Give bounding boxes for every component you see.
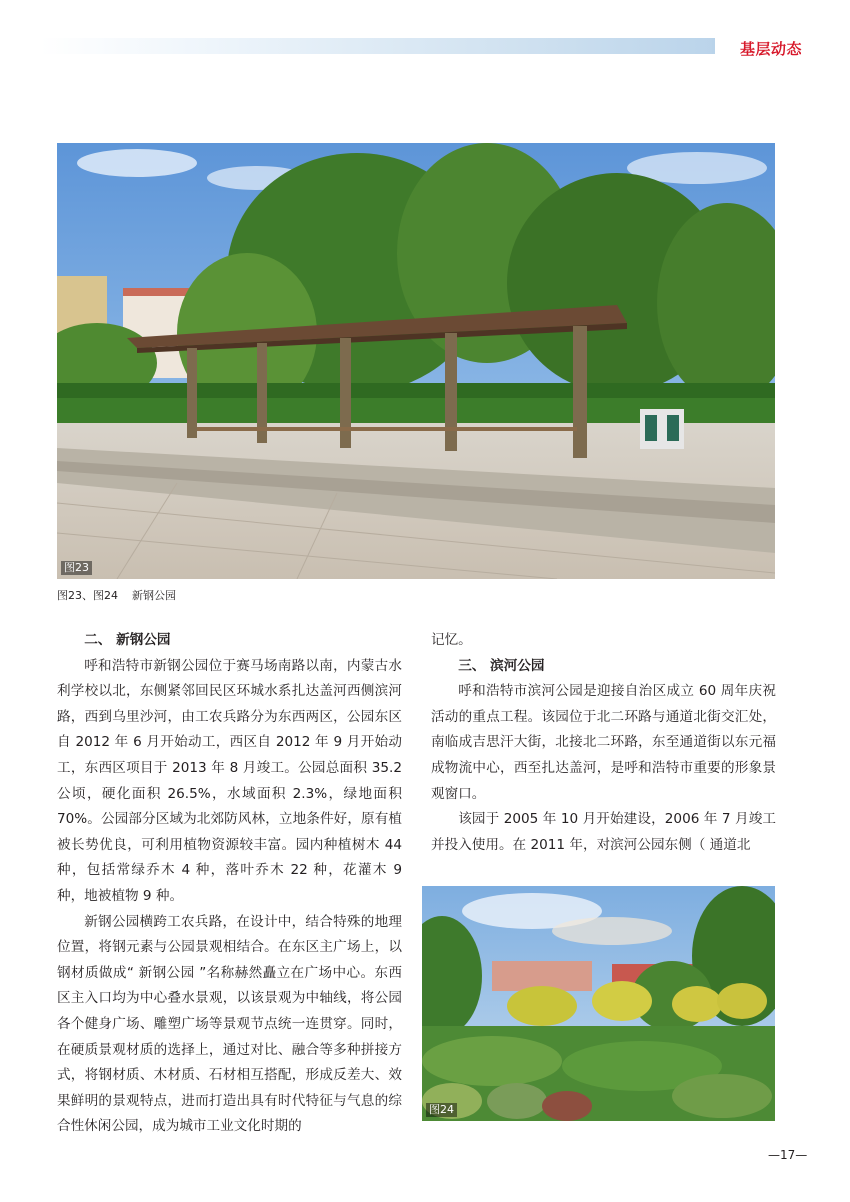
header-band bbox=[40, 38, 730, 54]
paragraph: 呼和浩特市滨河公园是迎接自治区成立 60 周年庆祝活动的重点工程。该园位于北二环路与通道北街交汇处，南临成吉思汗大街，北接北二环路，东至通道街以东元福成物流中心，西至扎达盖河，是呼和浩特市重要的形象景观窗口。 bbox=[431, 683, 776, 802]
section-heading-binhe: 三、 滨河公园 bbox=[458, 657, 545, 674]
paragraph: 该园于 2005 年 10 月开始建设，2006 年 7 月竣工并投入使用。在 2011 年，对滨河公园东侧（ 通道北 bbox=[431, 811, 776, 853]
paragraph: 新钢公园横跨工农兵路，在设计中，结合特殊的地理位置，将钢元素与公园景观相结合。在东区主广场上，以钢材质做成“ 新钢公园 ”名称赫然矗立在广场中心。东西区主入口均为中心叠水景观，以该景观为中轴线，将公园各个健身广场、雕塑广场等景观节点统一连贯穿。同时，在硬质景观材质的选择上，通过对比、融合等多种拼接方式，将钢材质、木材质、石材相互搭配，形成反差大、效果鲜明的景观特点，进而打造出具有时代特征与气息的综合性休闲公园，成为城市工业文化时期的 bbox=[57, 913, 402, 1135]
paragraph-continuation: 记忆。 bbox=[431, 632, 472, 648]
photo-pergola bbox=[57, 143, 775, 579]
right-column bbox=[431, 628, 776, 858]
page-number: —17— bbox=[768, 1148, 808, 1162]
figure-caption: 图23、图24 新钢公园 bbox=[57, 589, 176, 602]
left-column bbox=[57, 628, 402, 1140]
paragraph: 呼和浩特市新钢公园位于赛马场南路以南，内蒙古水利学校以北，东侧紧邻回民区环城水系扎达盖河西侧滨河路，西到乌里沙河，由工农兵路分为东西两区，公园东区自 2012 年 6 月开始动工，西区自 2012 年 9 月开始动工，东西区项目于 2013 年 8 月竣工。公园总面积 35.2 公顷，硬化面积 26.5%，水域面积 2.3%，绿地面积70%。公园部分区域为北郊防风林，立地条件好，原有植被长势优良，可利用植物资源较丰富。园内种植树木 44 种，包括常绿乔木 4 种，落叶乔木 22 种，花灌木 9 种，地被植物 9 种。 bbox=[57, 657, 402, 904]
section-label: 基层动态 bbox=[740, 40, 803, 58]
section-heading-xingang: 二、 新钢公园 bbox=[84, 632, 171, 648]
photo-garden bbox=[422, 886, 775, 1121]
figure-24-label: 图24 bbox=[426, 1103, 457, 1117]
figure-23-label: 图23 bbox=[61, 561, 92, 575]
